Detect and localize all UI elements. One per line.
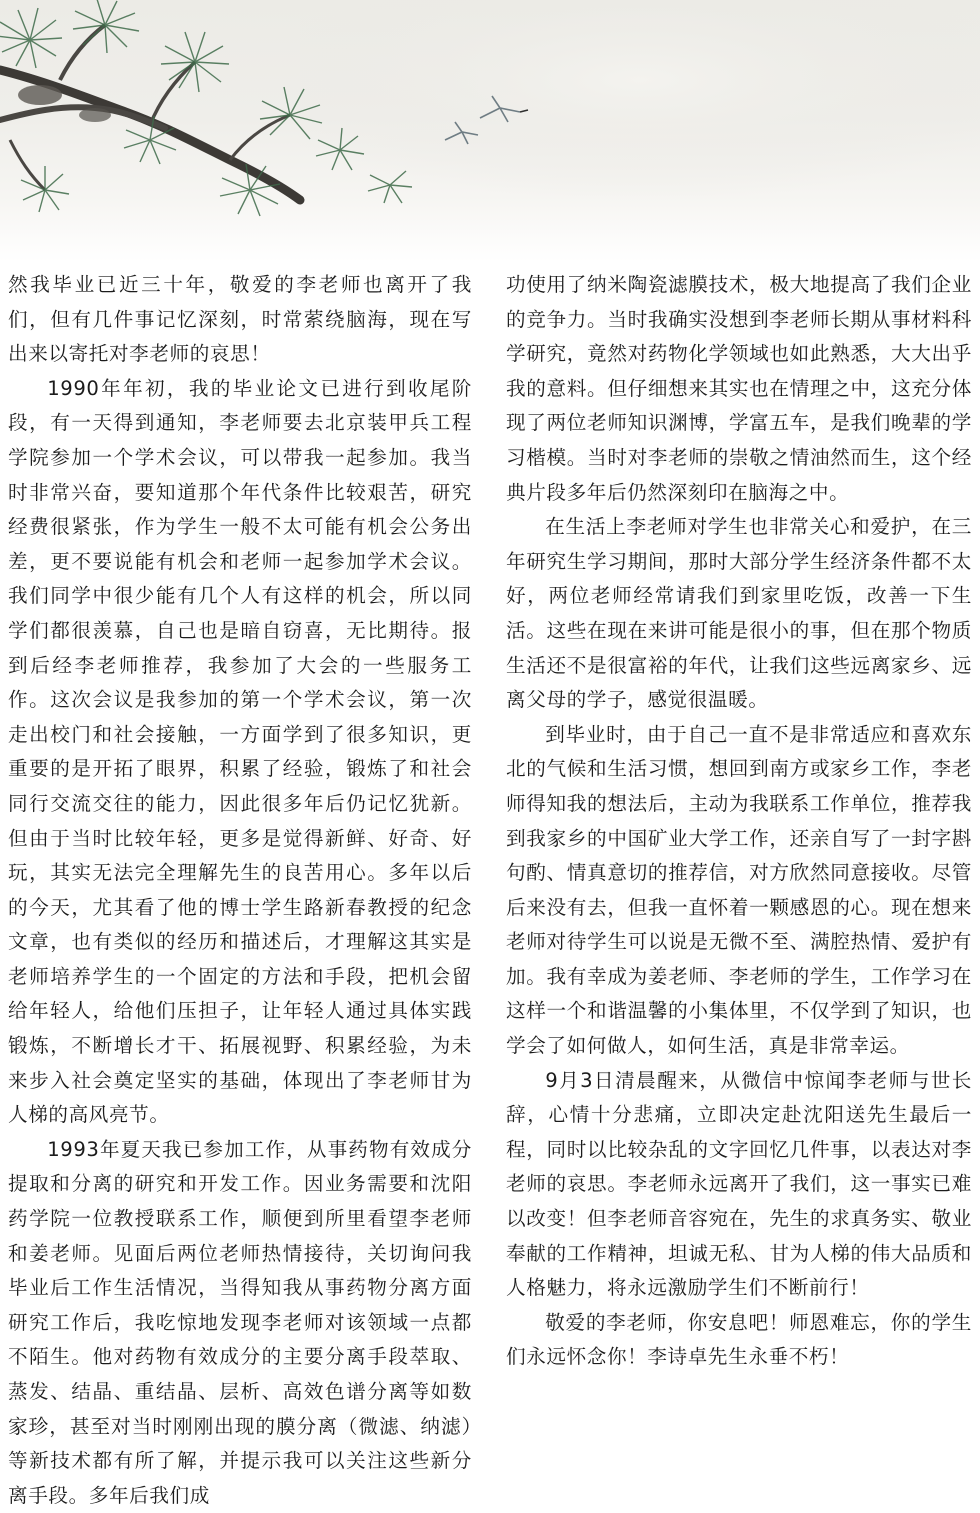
article-right-column (506, 268, 972, 1375)
paragraph-continued: 然我毕业已近三十年，敬爱的李老师也离开了我们，但有几件事记忆深刻，时常萦绕脑海，现在写出来以寄托对李老师的哀思！ (8, 273, 472, 366)
paragraph-graduation: 到毕业时，由于自己一直不是非常适应和喜欢东北的气候和生活习惯，想回到南方或家乡工作，李老师得知我的想法后，主动为我联系工作单位，推荐我到我家乡的中国矿业大学工作，还亲自写了一封字斟句酌、情真意切的推荐信，对方欣然同意接收。尽管后来没有去，但我一直怀着一颗感恩的心。现在想来老师对待学生可以说是无微不至、满腔热情、爱护有加。我有幸成为姜老师、李老师的学生，工作学习在这样一个和谐温馨的小集体里，不仅学到了知识，也学会了如何做人，如何生活，真是非常幸运。 (506, 722, 972, 1058)
paragraph-farewell: 9月3日清晨醒来，从微信中惊闻李老师与世长辞，心情十分悲痛，立即决定赴沈阳送先生最后一程，同时以比较杂乱的文字回忆几件事，以表达对李老师的哀思。李老师永远离开了我们，这一事实已难以改变！但李老师音容宛在，先生的求真务实、敬业奉献的工作精神，坦诚无私、甘为人梯的伟大品质和人格魅力，将永远激励学生们不断前行！ (506, 1068, 972, 1300)
paragraph-closing: 敬爱的李老师，你安息吧！师恩难忘，你的学生们永远怀念你！李诗卓先生永垂不朽！ (506, 1310, 972, 1369)
paragraph-continued: 功使用了纳米陶瓷滤膜技术，极大地提高了我们企业的竞争力。当时我确实没想到李老师长期从事材料科学研究，竟然对药物化学领域也如此熟悉，大大出乎我的意料。但仔细想来其实也在情理之中，这充分体现了两位老师知识渊博，学富五车，是我们晚辈的学习楷模。当时对李老师的崇敬之情油然而生，这个经典片段多年后仍然深刻印在脑海之中。 (506, 273, 972, 504)
header-ink-painting (0, 0, 980, 262)
paragraph-1990-conference: 1990年年初，我的毕业论文已进行到收尾阶段，有一天得到通知，李老师要去北京装甲兵工程学院参加一个学术会议，可以带我一起参加。我当时非常兴奋，要知道那个年代条件比较艰苦，研究经费很紧张，作为学生一般不太可能有机会公务出差，更不要说能有机会和老师一起参加学术会议。我们同学中很少能有几个人有这样的机会，所以同学们都很羡慕，自己也是暗自窃喜，无比期待。报到后经李老师推荐，我参加了大会的一些服务工作。这次会议是我参加的第一个学术会议，第一次走出校门和社会接触，一方面学到了很多知识，更重要的是开拓了眼界，积累了经验，锻炼了和社会同行交流交往的能力，因此很多年后仍记忆犹新。但由于当时比较年轻，更多是觉得新鲜、好奇、好玩，其实无法完全理解先生的良苦用心。多年以后的今天，尤其看了他的博士学生路新春教授的纪念文章，也有类似的经历和描述后，才理解这其实是老师培养学生的一个固定的方法和手段，把机会留给年轻人，给他们压担子，让年轻人通过具体实践锻炼，不断增长才干、拓展视野、积累经验，为未来步入社会奠定坚实的基础，体现出了李老师甘为人梯的高风亮节。 (8, 376, 472, 1127)
paragraph-student-care: 在生活上李老师对学生也非常关心和爱护，在三年研究生学习期间，那时大部分学生经济条件都不太好，两位老师经常请我们到家里吃饭，改善一下生活。这些在现在来讲可能是很小的事，但在那个物质生活还不是很富裕的年代，让我们这些远离家乡、远离父母的学子，感觉很温暖。 (506, 515, 972, 712)
pine-branch-painting-icon (0, 0, 980, 262)
article-left-column (8, 268, 472, 1513)
paragraph-1993-visit: 1993年夏天我已参加工作，从事药物有效成分提取和分离的研究和开发工作。因业务需要和沈阳药学院一位教授联系工作，顺便到所里看望李老师和姜老师。见面后两位老师热情接待，关切询问我毕业后工作生活情况，当得知我从事药物分离方面研究工作后，我吃惊地发现李老师对该领域一点都不陌生。他对药物有效成分的主要分离手段萃取、蒸发、结晶、重结晶、层析、高效色谱分离等如数家珍，甚至对当时刚刚出现的膜分离（微滤、纳滤）等新技术都有所了解，并提示我可以关注这些新分离手段。多年后我们成 (8, 1137, 472, 1507)
